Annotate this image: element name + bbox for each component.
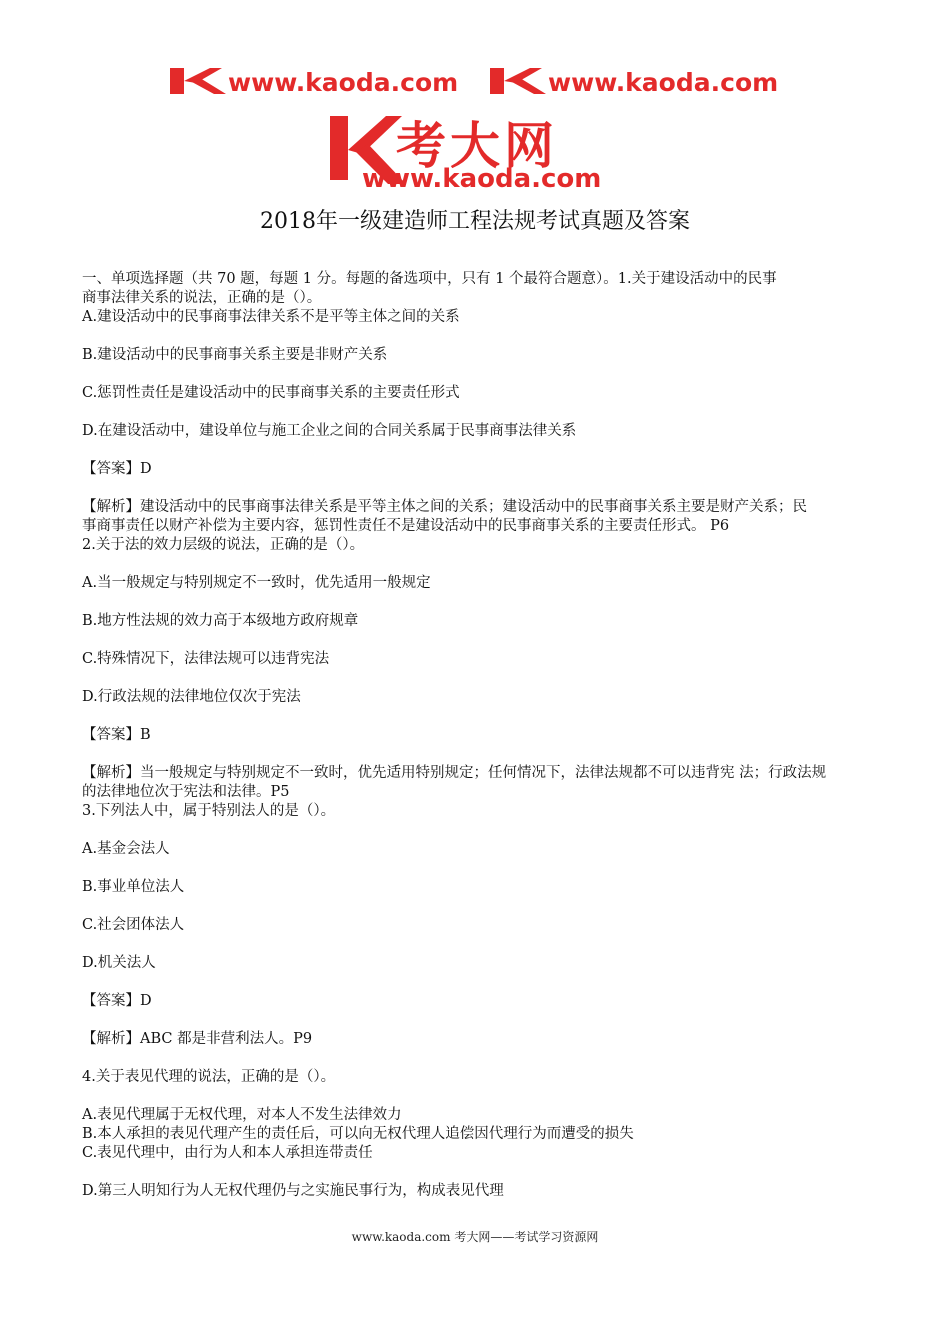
banner-unit [170, 62, 485, 104]
blank-line [82, 1011, 892, 1030]
blank-line [82, 973, 892, 992]
text-line: D.机关法人 [82, 955, 156, 971]
text-line: 2.关于法的效力层级的说法，正确的是（）。 [82, 537, 365, 553]
text-line: B.事业单位法人 [82, 879, 185, 895]
blank-line [82, 859, 892, 878]
text-line: 【答案】B [82, 727, 151, 743]
text-line: A.表见代理属于无权代理，对本人不发生法律效力 [82, 1107, 402, 1123]
blank-line [82, 821, 892, 840]
text-line: B.本人承担的表见代理产生的责任后，可以向无权代理人追偿因代理行为而遭受的损失 [82, 1126, 634, 1142]
text-line: 【解析】建设活动中的民事商事法律关系是平等主体之间的关系；建设活动中的民事商事关系主要是财产关系；民 [82, 499, 807, 515]
kaoda-k-logo-icon [170, 66, 226, 98]
text-line: D.在建设活动中，建设单位与施工企业之间的合同关系属于民事商事法律关系 [82, 423, 577, 439]
banner-url: www.kaoda.com [228, 68, 459, 97]
blank-line [82, 1163, 892, 1182]
text-line: 3.下列法人中，属于特别法人的是（）。 [82, 803, 336, 819]
text-line: 一、单项选择题（共 70 题，每题 1 分。每题的备选项中，只有 1 个最符合题意）。1.关于建设活动中的民事 [82, 271, 777, 287]
blank-line [82, 745, 892, 764]
page-footer: www.kaoda.com 考大网——考试学习资源网 [351, 1230, 599, 1244]
blank-line [82, 1087, 892, 1106]
document-title: 2018年一级建造师工程法规考试真题及答案 [260, 209, 690, 234]
text-line: B.地方性法规的效力高于本级地方政府规章 [82, 613, 359, 629]
blank-line [82, 935, 892, 954]
blank-line [82, 479, 892, 498]
blank-line [82, 593, 892, 612]
text-line: A.建设活动中的民事商事法律关系不是平等主体之间的关系 [82, 309, 460, 325]
text-line: 的法律地位次于宪法和法律。P5 [82, 784, 290, 800]
blank-line [82, 327, 892, 346]
header-banner [170, 62, 810, 104]
banner-unit [490, 62, 805, 104]
document-body [82, 270, 892, 1201]
text-line: 事商事责任以财产补偿为主要内容，惩罚性责任不是建设活动中的民事商事关系的主要责任形式。 P6 [82, 518, 730, 534]
text-line: 商事法律关系的说法，正确的是（）。 [82, 290, 322, 306]
text-line: 【解析】ABC 都是非营利法人。P9 [82, 1031, 313, 1047]
blank-line [82, 897, 892, 916]
text-line: D.第三人明知行为人无权代理仍与之实施民事行为，构成表见代理 [82, 1183, 504, 1199]
main-logo [328, 110, 658, 200]
text-line: 【答案】D [82, 461, 152, 477]
text-line: A.当一般规定与特别规定不一致时，优先适用一般规定 [82, 575, 431, 591]
blank-line [82, 555, 892, 574]
blank-line [82, 631, 892, 650]
blank-line [82, 1049, 892, 1068]
text-line: B.建设活动中的民事商事关系主要是非财产关系 [82, 347, 388, 363]
blank-line [82, 441, 892, 460]
text-line: C.社会团体法人 [82, 917, 185, 933]
text-line: C.特殊情况下，法律法规可以违背宪法 [82, 651, 330, 667]
blank-line [82, 365, 892, 384]
text-line: D.行政法规的法律地位仅次于宪法 [82, 689, 301, 705]
blank-line [82, 707, 892, 726]
text-line: C.表见代理中，由行为人和本人承担连带责任 [82, 1145, 373, 1161]
banner-url: www.kaoda.com [548, 68, 779, 97]
logo-url: www.kaoda.com [362, 164, 602, 194]
logo-chinese-name: 考大网 [396, 117, 558, 175]
text-line: 【答案】D [82, 993, 152, 1009]
text-line: 4.关于表见代理的说法，正确的是（）。 [82, 1069, 336, 1085]
text-line: A.基金会法人 [82, 841, 170, 857]
kaoda-k-logo-icon [490, 66, 546, 98]
text-line: C.惩罚性责任是建设活动中的民事商事关系的主要责任形式 [82, 385, 460, 401]
blank-line [82, 403, 892, 422]
text-line: 【解析】当一般规定与特别规定不一致时，优先适用特别规定；任何情况下，法律法规都不可以违背宪 法；行政法规 [82, 765, 827, 781]
blank-line [82, 669, 892, 688]
